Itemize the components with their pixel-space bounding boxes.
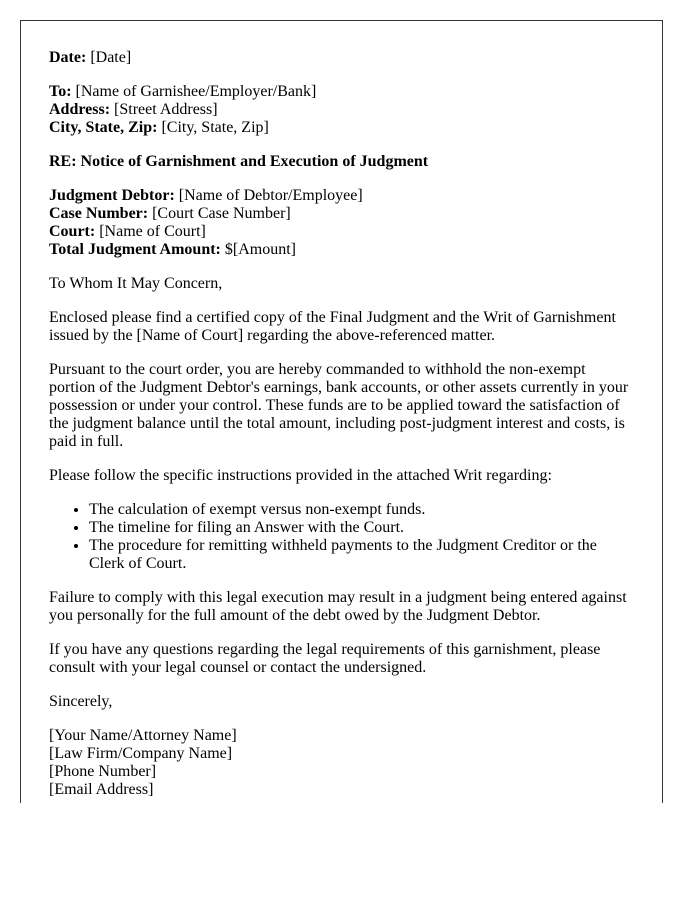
- signature-email: [Email Address]: [49, 781, 154, 798]
- judgment-debtor-line: [49, 187, 633, 205]
- total-amount-value: $[Amount]: [224, 241, 296, 258]
- total-amount-line: [49, 241, 633, 259]
- signature-block: [49, 727, 633, 799]
- paragraph-instructions-intro: Please follow the specific instructions provided in the attached Writ regarding:: [49, 467, 552, 484]
- address-label: Address:: [49, 101, 111, 118]
- judgment-debtor-label: Judgment Debtor:: [49, 187, 175, 204]
- city-state-zip-value: [City, State, Zip]: [161, 119, 269, 136]
- case-number-label: Case Number:: [49, 205, 149, 222]
- closing: Sincerely,: [49, 693, 113, 710]
- paragraph-pursuant: Pursuant to the court order, you are hereby commanded to withhold the non-exempt portion of the Judgment Debtor's earnings, bank accounts, or other assets currently in your possession or under your control. These funds are to be applied toward the satisfaction of the judgment balance until the total amount, including post-judgment interest and costs, is paid in full.: [49, 361, 629, 450]
- salutation: To Whom It May Concern,: [49, 275, 223, 292]
- signature-firm: [Law Firm/Company Name]: [49, 745, 233, 762]
- court-line: [49, 223, 633, 241]
- paragraph-failure-to-comply: Failure to comply with this legal execution may result in a judgment being entered against you personally for the full amount of the debt owed by the Judgment Debtor.: [49, 589, 627, 624]
- to-label: To:: [49, 83, 72, 100]
- paragraph-questions: If you have any questions regarding the legal requirements of this garnishment, please consult with your legal counsel or contact the undersigned.: [49, 641, 601, 676]
- date-label: Date:: [49, 49, 87, 66]
- recipient-city-state-zip: [49, 119, 633, 137]
- list-item: • The timeline for filing an Answer with the Court.: [89, 519, 633, 537]
- recipient-block: [49, 83, 633, 137]
- case-number-value: [Court Case Number]: [152, 205, 291, 222]
- court-value: [Name of Court]: [99, 223, 206, 240]
- recipient-to: [49, 83, 633, 101]
- date-value: [Date]: [90, 49, 132, 66]
- signature-phone: [Phone Number]: [49, 763, 157, 780]
- signature-name: [Your Name/Attorney Name]: [49, 727, 237, 744]
- city-state-zip-label: City, State, Zip:: [49, 119, 158, 136]
- list-item: • The procedure for remitting withheld payments to the Judgment Creditor or the Clerk of Court.: [89, 537, 633, 573]
- to-value: [Name of Garnishee/Employer/Bank]: [75, 83, 317, 100]
- recipient-address: [49, 101, 633, 119]
- court-label: Court:: [49, 223, 96, 240]
- case-number-line: [49, 205, 633, 223]
- address-value: [Street Address]: [114, 101, 218, 118]
- total-amount-label: Total Judgment Amount:: [49, 241, 221, 258]
- paragraph-enclosed: Enclosed please find a certified copy of the Final Judgment and the Writ of Garnishment issued by the [Name of Court] regarding the above-referenced matter.: [49, 309, 616, 344]
- date-line: [49, 49, 633, 67]
- case-info-block: [49, 187, 633, 259]
- instructions-list: [49, 501, 633, 573]
- subject-line: [49, 153, 633, 171]
- judgment-debtor-value: [Name of Debtor/Employee]: [178, 187, 363, 204]
- list-item: • The calculation of exempt versus non-exempt funds.: [89, 501, 633, 519]
- subject-text: RE: Notice of Garnishment and Execution of Judgment: [49, 153, 429, 170]
- garnishment-letter: [20, 20, 663, 803]
